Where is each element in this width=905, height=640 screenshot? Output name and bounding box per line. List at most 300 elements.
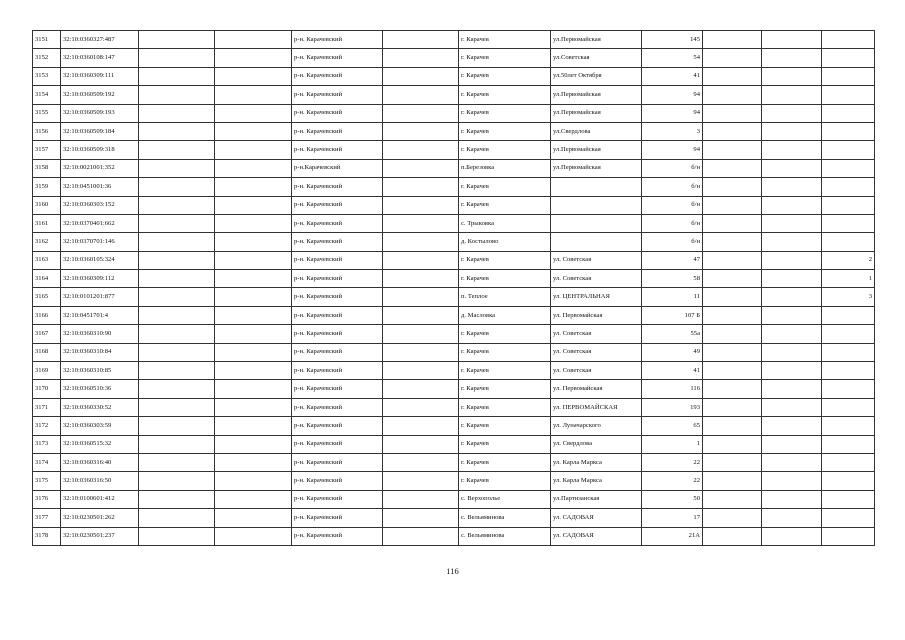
empty-cell (703, 509, 762, 527)
row-number: 3158 (33, 159, 61, 177)
row-number: 3174 (33, 453, 61, 471)
street: ул. Первомайская (551, 380, 642, 398)
extra-value: 2 (822, 251, 875, 269)
street (551, 233, 642, 251)
table-row (33, 251, 875, 269)
empty-cell (215, 306, 292, 324)
extra-value (822, 67, 875, 85)
table-row (33, 104, 875, 122)
locality: с. Верхополье (459, 490, 551, 508)
empty-cell (215, 527, 292, 545)
district: р-н. Карачевский (292, 343, 383, 361)
row-number: 3164 (33, 270, 61, 288)
district: р-н. Карачевский (292, 306, 383, 324)
table-row (33, 178, 875, 196)
table-row (33, 214, 875, 232)
extra-value: 1 (822, 270, 875, 288)
district: р-н. Карачевский (292, 325, 383, 343)
street: ул. Карла Маркса (551, 453, 642, 471)
district: р-н. Карачевский (292, 178, 383, 196)
row-number: 3177 (33, 509, 61, 527)
house-number: 21А (642, 527, 703, 545)
extra-value (822, 141, 875, 159)
empty-cell (383, 380, 459, 398)
street: ул.Советская (551, 49, 642, 67)
district: р-н. Карачевский (292, 104, 383, 122)
district: р-н. Карачевский (292, 453, 383, 471)
extra-value (822, 49, 875, 67)
empty-cell (139, 325, 215, 343)
house-number: 50 (642, 490, 703, 508)
table-row (33, 417, 875, 435)
empty-cell (215, 122, 292, 140)
empty-cell (762, 31, 822, 49)
district: р-н. Карачевский (292, 196, 383, 214)
row-number: 3170 (33, 380, 61, 398)
district: р-н. Карачевский (292, 67, 383, 85)
empty-cell (215, 214, 292, 232)
district: р-н. Карачевский (292, 122, 383, 140)
empty-cell (762, 178, 822, 196)
empty-cell (703, 67, 762, 85)
table-row (33, 527, 875, 545)
registry-table (32, 30, 875, 546)
cadastral-number: 32:10:0360515:32 (61, 435, 139, 453)
district: р-н. Карачевский (292, 417, 383, 435)
cadastral-number: 32:10:0360108:147 (61, 49, 139, 67)
cadastral-number: 32:10:0451701:4 (61, 306, 139, 324)
empty-cell (383, 49, 459, 67)
extra-value (822, 509, 875, 527)
empty-cell (703, 141, 762, 159)
district: р-н. Карачевский (292, 251, 383, 269)
empty-cell (383, 233, 459, 251)
empty-cell (383, 67, 459, 85)
empty-cell (762, 251, 822, 269)
empty-cell (383, 325, 459, 343)
extra-value (822, 104, 875, 122)
extra-value (822, 435, 875, 453)
empty-cell (762, 343, 822, 361)
empty-cell (703, 288, 762, 306)
district: р-н. Карачевский (292, 49, 383, 67)
page-number: 116 (446, 566, 459, 576)
empty-cell (762, 417, 822, 435)
locality: г. Карачев (459, 122, 551, 140)
empty-cell (383, 251, 459, 269)
empty-cell (215, 104, 292, 122)
empty-cell (703, 417, 762, 435)
house-number: 22 (642, 453, 703, 471)
empty-cell (703, 270, 762, 288)
empty-cell (139, 67, 215, 85)
street: ул. Свердлова (551, 435, 642, 453)
house-number: 41 (642, 362, 703, 380)
empty-cell (383, 31, 459, 49)
extra-value (822, 380, 875, 398)
empty-cell (139, 122, 215, 140)
empty-cell (215, 453, 292, 471)
empty-cell (215, 380, 292, 398)
house-number: 54 (642, 49, 703, 67)
cadastral-number: 32:10:0360303:59 (61, 417, 139, 435)
empty-cell (139, 104, 215, 122)
house-number: 17 (642, 509, 703, 527)
locality: д. Масловка (459, 306, 551, 324)
house-number: 41 (642, 67, 703, 85)
house-number: 94 (642, 104, 703, 122)
district: р-н. Карачевский (292, 398, 383, 416)
house-number: 58 (642, 270, 703, 288)
table-row (33, 380, 875, 398)
empty-cell (383, 104, 459, 122)
cadastral-number: 32:10:0360509:193 (61, 104, 139, 122)
empty-cell (139, 472, 215, 490)
extra-value: 3 (822, 288, 875, 306)
empty-cell (703, 233, 762, 251)
locality: г. Карачев (459, 270, 551, 288)
empty-cell (703, 178, 762, 196)
row-number: 3173 (33, 435, 61, 453)
district: р-н. Карачевский (292, 31, 383, 49)
extra-value (822, 178, 875, 196)
extra-value (822, 86, 875, 104)
empty-cell (383, 362, 459, 380)
district: р-н. Карачевский (292, 380, 383, 398)
cadastral-number: 32:10:0451001:36 (61, 178, 139, 196)
row-number: 3172 (33, 417, 61, 435)
extra-value (822, 343, 875, 361)
empty-cell (383, 306, 459, 324)
cadastral-number: 32:10:0360327:487 (61, 31, 139, 49)
locality: г. Карачев (459, 178, 551, 196)
row-number: 3175 (33, 472, 61, 490)
house-number: 94 (642, 86, 703, 104)
district: р-н. Карачевский (292, 527, 383, 545)
street: ул.50лет Октября (551, 67, 642, 85)
empty-cell (762, 398, 822, 416)
street: ул. ПЕРВОМАЙСКАЯ (551, 398, 642, 416)
empty-cell (703, 214, 762, 232)
empty-cell (383, 398, 459, 416)
empty-cell (762, 86, 822, 104)
empty-cell (762, 196, 822, 214)
empty-cell (762, 233, 822, 251)
empty-cell (703, 325, 762, 343)
empty-cell (703, 490, 762, 508)
empty-cell (215, 49, 292, 67)
locality: г. Карачев (459, 67, 551, 85)
street: ул. Советская (551, 343, 642, 361)
empty-cell (383, 159, 459, 177)
empty-cell (139, 270, 215, 288)
house-number: 11 (642, 288, 703, 306)
cadastral-number: 32:10:0360330:52 (61, 398, 139, 416)
locality: д. Костылово (459, 233, 551, 251)
locality: п. Теплое (459, 288, 551, 306)
empty-cell (762, 362, 822, 380)
empty-cell (703, 435, 762, 453)
district: р-н. Карачевский (292, 270, 383, 288)
table-row (33, 398, 875, 416)
cadastral-number: 32:10:0360316:40 (61, 453, 139, 471)
extra-value (822, 31, 875, 49)
street: ул.Первомайская (551, 159, 642, 177)
cadastral-number: 32:10:0230501:237 (61, 527, 139, 545)
row-number: 3154 (33, 86, 61, 104)
row-number: 3171 (33, 398, 61, 416)
house-number: 3 (642, 122, 703, 140)
registry-rows (33, 31, 875, 546)
empty-cell (383, 490, 459, 508)
cadastral-number: 32:10:0370701:146 (61, 233, 139, 251)
empty-cell (215, 86, 292, 104)
empty-cell (703, 251, 762, 269)
house-number: б/н (642, 214, 703, 232)
empty-cell (703, 343, 762, 361)
extra-value (822, 362, 875, 380)
empty-cell (703, 527, 762, 545)
house-number: 116 (642, 380, 703, 398)
empty-cell (215, 435, 292, 453)
empty-cell (762, 67, 822, 85)
cadastral-number: 32:10:0100601:412 (61, 490, 139, 508)
table-row (33, 453, 875, 471)
locality: с. Вельяминова (459, 509, 551, 527)
district: р-н. Карачевский (292, 509, 383, 527)
locality: г. Карачев (459, 104, 551, 122)
locality: г. Карачев (459, 325, 551, 343)
cadastral-number: 32:10:0360309:111 (61, 67, 139, 85)
empty-cell (383, 417, 459, 435)
empty-cell (383, 178, 459, 196)
extra-value (822, 453, 875, 471)
empty-cell (762, 380, 822, 398)
empty-cell (215, 196, 292, 214)
empty-cell (139, 527, 215, 545)
house-number: 145 (642, 31, 703, 49)
empty-cell (703, 398, 762, 416)
extra-value (822, 398, 875, 416)
empty-cell (139, 398, 215, 416)
street: ул. Советская (551, 362, 642, 380)
empty-cell (703, 306, 762, 324)
cadastral-number: 32:10:0360509:192 (61, 86, 139, 104)
empty-cell (762, 527, 822, 545)
cadastral-number: 32:10:0101201:877 (61, 288, 139, 306)
locality: г. Карачев (459, 398, 551, 416)
locality: г. Карачев (459, 141, 551, 159)
empty-cell (383, 214, 459, 232)
table-row (33, 343, 875, 361)
locality: с. Вельяминова (459, 527, 551, 545)
table-row (33, 435, 875, 453)
locality: г. Карачев (459, 472, 551, 490)
table-row (33, 86, 875, 104)
house-number: 107 Б (642, 306, 703, 324)
table-row (33, 49, 875, 67)
empty-cell (383, 509, 459, 527)
district: р-н. Карачевский (292, 362, 383, 380)
table-row (33, 472, 875, 490)
row-number: 3159 (33, 178, 61, 196)
empty-cell (215, 417, 292, 435)
empty-cell (215, 67, 292, 85)
empty-cell (215, 141, 292, 159)
district: р-н. Карачевский (292, 86, 383, 104)
locality: г. Карачев (459, 417, 551, 435)
empty-cell (762, 104, 822, 122)
empty-cell (762, 122, 822, 140)
street: ул.Первомайская (551, 141, 642, 159)
extra-value (822, 490, 875, 508)
house-number: б/н (642, 233, 703, 251)
locality: с. Трыковка (459, 214, 551, 232)
empty-cell (139, 490, 215, 508)
empty-cell (383, 196, 459, 214)
empty-cell (139, 86, 215, 104)
house-number: 94 (642, 141, 703, 159)
extra-value (822, 527, 875, 545)
cadastral-number: 32:10:0360105:324 (61, 251, 139, 269)
empty-cell (762, 453, 822, 471)
table-row (33, 196, 875, 214)
empty-cell (703, 86, 762, 104)
empty-cell (139, 435, 215, 453)
cadastral-number: 32:10:0360310:85 (61, 362, 139, 380)
cadastral-number: 32:10:0360310:90 (61, 325, 139, 343)
street: ул.Первомайская (551, 86, 642, 104)
cadastral-number: 32:10:0370401:662 (61, 214, 139, 232)
district: р-н. Карачевский (292, 490, 383, 508)
street: ул. Карла Маркса (551, 472, 642, 490)
district: р-н. Карачевский (292, 141, 383, 159)
empty-cell (383, 288, 459, 306)
table-row (33, 306, 875, 324)
extra-value (822, 233, 875, 251)
street: ул. Советская (551, 251, 642, 269)
cadastral-number: 32:10:0021001:352 (61, 159, 139, 177)
table-row (33, 233, 875, 251)
locality: г. Карачев (459, 435, 551, 453)
row-number: 3152 (33, 49, 61, 67)
house-number: 193 (642, 398, 703, 416)
empty-cell (139, 214, 215, 232)
row-number: 3156 (33, 122, 61, 140)
house-number: 49 (642, 343, 703, 361)
empty-cell (139, 343, 215, 361)
row-number: 3160 (33, 196, 61, 214)
empty-cell (703, 380, 762, 398)
district: р-н.Карачевский (292, 159, 383, 177)
registry-sheet (32, 30, 875, 546)
extra-value (822, 306, 875, 324)
empty-cell (215, 398, 292, 416)
empty-cell (215, 472, 292, 490)
street: ул. САДОВАЯ (551, 509, 642, 527)
street: ул. Советская (551, 325, 642, 343)
cadastral-number: 32:10:0360510:36 (61, 380, 139, 398)
empty-cell (762, 490, 822, 508)
empty-cell (139, 196, 215, 214)
empty-cell (703, 159, 762, 177)
empty-cell (383, 86, 459, 104)
empty-cell (215, 362, 292, 380)
empty-cell (703, 196, 762, 214)
extra-value (822, 196, 875, 214)
row-number: 3162 (33, 233, 61, 251)
district: р-н. Карачевский (292, 472, 383, 490)
cadastral-number: 32:10:0360509:184 (61, 122, 139, 140)
empty-cell (139, 49, 215, 67)
empty-cell (215, 159, 292, 177)
empty-cell (215, 509, 292, 527)
empty-cell (139, 288, 215, 306)
empty-cell (139, 306, 215, 324)
empty-cell (215, 251, 292, 269)
street: ул. Первомайская (551, 306, 642, 324)
extra-value (822, 417, 875, 435)
locality: г. Карачев (459, 453, 551, 471)
empty-cell (762, 214, 822, 232)
house-number: б/н (642, 196, 703, 214)
empty-cell (762, 472, 822, 490)
street: ул.Партизанская (551, 490, 642, 508)
empty-cell (383, 141, 459, 159)
table-row (33, 67, 875, 85)
street: ул.Первомайская (551, 104, 642, 122)
table-row (33, 159, 875, 177)
extra-value (822, 325, 875, 343)
empty-cell (762, 49, 822, 67)
locality: г. Карачев (459, 86, 551, 104)
empty-cell (383, 270, 459, 288)
extra-value (822, 472, 875, 490)
row-number: 3151 (33, 31, 61, 49)
street: ул.Свердлова (551, 122, 642, 140)
street: ул. Советская (551, 270, 642, 288)
empty-cell (383, 527, 459, 545)
empty-cell (703, 31, 762, 49)
empty-cell (383, 343, 459, 361)
street: ул. САДОВАЯ (551, 527, 642, 545)
empty-cell (703, 472, 762, 490)
row-number: 3157 (33, 141, 61, 159)
row-number: 3176 (33, 490, 61, 508)
row-number: 3168 (33, 343, 61, 361)
district: р-н. Карачевский (292, 435, 383, 453)
empty-cell (762, 435, 822, 453)
row-number: 3165 (33, 288, 61, 306)
empty-cell (139, 233, 215, 251)
row-number: 3163 (33, 251, 61, 269)
empty-cell (215, 270, 292, 288)
empty-cell (383, 435, 459, 453)
empty-cell (215, 343, 292, 361)
house-number: 55а (642, 325, 703, 343)
cadastral-number: 32:10:0230501:262 (61, 509, 139, 527)
extra-value (822, 214, 875, 232)
row-number: 3161 (33, 214, 61, 232)
extra-value (822, 122, 875, 140)
empty-cell (215, 233, 292, 251)
table-row (33, 490, 875, 508)
row-number: 3167 (33, 325, 61, 343)
locality: г. Карачев (459, 49, 551, 67)
empty-cell (762, 159, 822, 177)
cadastral-number: 32:10:0360316:50 (61, 472, 139, 490)
cadastral-number: 32:10:0360310:84 (61, 343, 139, 361)
